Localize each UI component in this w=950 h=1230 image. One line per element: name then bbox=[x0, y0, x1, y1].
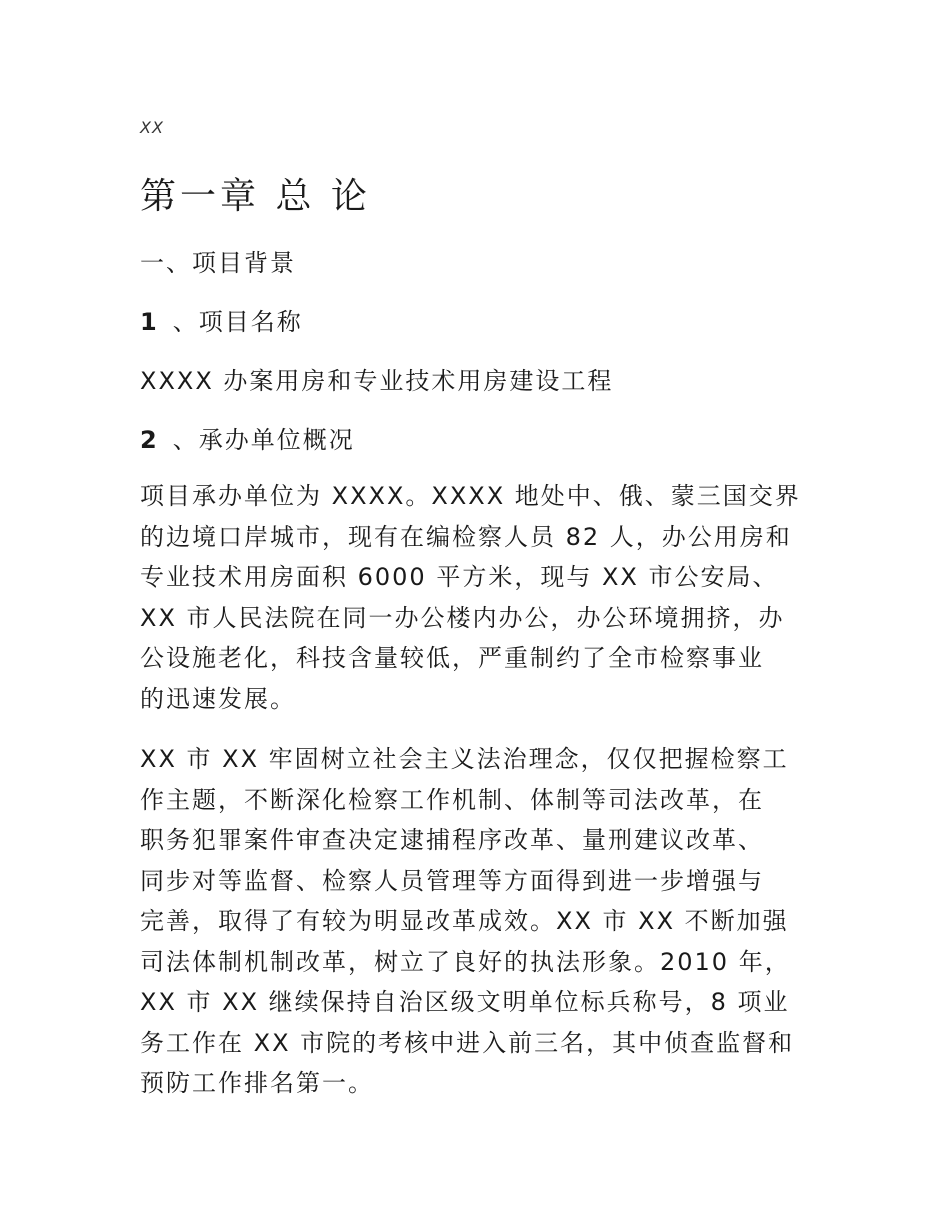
paragraph-line: 的边境口岸城市，现有在编检察人员 82 人，办公用房和 bbox=[140, 522, 792, 551]
chapter-title: 第一章 总 论 bbox=[140, 176, 371, 217]
paragraph-line: 同步对等监督、检察人员管理等方面得到进一步增强与 bbox=[140, 866, 764, 895]
paragraph-organizer-overview bbox=[140, 476, 801, 719]
header-mark: XX bbox=[140, 118, 164, 137]
section-heading-background: 一、项目背景 bbox=[140, 249, 296, 277]
paragraph-line: 司法体制机制改革，树立了良好的执法形象。2010 年， bbox=[140, 947, 791, 976]
paragraph-line: 公设施老化，科技含量较低，严重制约了全市检察事业 bbox=[140, 644, 764, 672]
subsection-heading-project-name bbox=[140, 302, 303, 337]
paragraph-line: XX 市人民法院在同一办公楼内办公，办公环境拥挤，办 bbox=[140, 603, 785, 632]
paragraph-reform-achievements bbox=[140, 739, 794, 1104]
paragraph-line: 预防工作排名第一。 bbox=[140, 1069, 374, 1097]
paragraph-line: 务工作在 XX 市院的考核中进入前三名，其中侦查监督和 bbox=[140, 1028, 795, 1057]
paragraph-line: XX 市 XX 继续保持自治区级文明单位标兵称号，8 项业 bbox=[140, 988, 790, 1016]
subsection-title: 、承办单位概况 bbox=[172, 426, 355, 454]
paragraph-line: 完善，取得了有较为明显改革成效。XX 市 XX 不断加强 bbox=[140, 907, 789, 935]
subsection-title: 、项目名称 bbox=[172, 308, 303, 336]
subsection-number: 1 bbox=[140, 308, 159, 336]
project-name-text: XXXX 办案用房和专业技术用房建设工程 bbox=[140, 367, 614, 395]
subsection-number: 2 bbox=[140, 426, 159, 454]
paragraph-line: 专业技术用房面积 6000 平方米，现与 XX 市公安局、 bbox=[140, 563, 779, 591]
paragraph-line: XX 市 XX 牢固树立社会主义法治理念，仅仅把握检察工 bbox=[140, 745, 789, 773]
subsection-heading-organizer bbox=[140, 420, 355, 455]
paragraph-line: 项目承办单位为 XXXX。XXXX 地处中、俄、蒙三国交界 bbox=[140, 482, 801, 510]
paragraph-line: 的迅速发展。 bbox=[140, 684, 296, 713]
paragraph-line: 作主题，不断深化检察工作机制、体制等司法改革，在 bbox=[140, 785, 764, 814]
paragraph-line: 职务犯罪案件审查决定逮捕程序改革、量刑建议改革、 bbox=[140, 826, 764, 854]
